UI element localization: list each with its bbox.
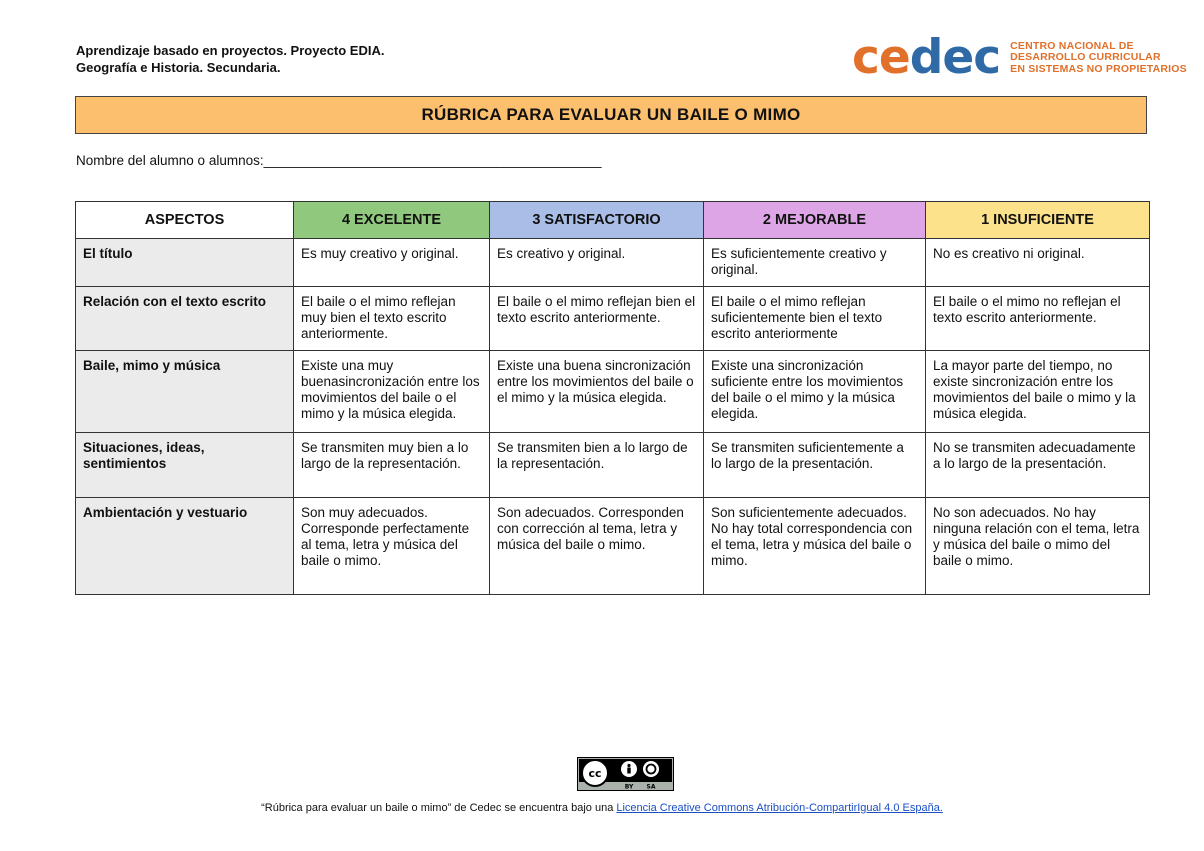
table-cell: Es suficientemente creativo y original.: [704, 239, 926, 287]
aspect-cell: El título: [76, 239, 294, 287]
table-cell: No son adecuados. No hay ninguna relación con el tema, letra y música del baile o mimo del baile o mimo.: [926, 498, 1150, 595]
header-mejorable: 2 MEJORABLE: [704, 202, 926, 239]
table-cell: El baile o el mimo reflejan muy bien el texto escrito anteriormente.: [294, 287, 490, 351]
table-cell: Existe una buena sincronización entre los movimientos del baile o el mimo y la música elegida.: [490, 351, 704, 433]
table-header-row: [76, 202, 1150, 239]
aspect-cell: Ambientación y vestuario: [76, 498, 294, 595]
sa-icon: [643, 761, 659, 777]
aspect-cell: Situaciones, ideas, sentimientos: [76, 433, 294, 498]
cedec-logo-text: CENTRO NACIONAL DE DESARROLLO CURRICULAR EN SISTEMAS NO PROPIETARIOS: [1010, 39, 1187, 75]
table-cell: Se transmiten bien a lo largo de la representación.: [490, 433, 704, 498]
header-excelente: 4 EXCELENTE: [294, 202, 490, 239]
student-name-field: Nombre del alumno o alumnos:_____________________________________________: [76, 153, 602, 168]
document-header: [76, 42, 384, 76]
license-text: “Rúbrica para evaluar un baile o mimo” de Cedec se encuentra bajo una: [261, 802, 617, 814]
license-footer: [0, 802, 1204, 814]
table-cell: No es creativo ni original.: [926, 239, 1150, 287]
table-cell: El baile o el mimo no reflejan el texto escrito anteriormente.: [926, 287, 1150, 351]
table-cell: Se transmiten suficientemente a lo largo de la presentación.: [704, 433, 926, 498]
svg-text:SA: SA: [646, 783, 656, 791]
table-cell: Son suficientemente adecuados. No hay total correspondencia con el tema, letra y música del baile o mimo.: [704, 498, 926, 595]
table-cell: Es creativo y original.: [490, 239, 704, 287]
header-line-1: Aprendizaje basado en proyectos. Proyecto EDIA.: [76, 43, 385, 58]
table-cell: Existe una muy buenasincronización entre los movimientos del baile o el mimo y la música elegida.: [294, 351, 490, 433]
rubric-table: [75, 201, 1150, 595]
table-cell: Es muy creativo y original.: [294, 239, 490, 287]
rubric-title: RÚBRICA PARA EVALUAR UN BAILE O MIMO: [75, 96, 1147, 134]
aspect-cell: Relación con el texto escrito: [76, 287, 294, 351]
header-insuficiente: 1 INSUFICIENTE: [926, 202, 1150, 239]
header-aspectos: ASPECTOS: [76, 202, 294, 239]
creative-commons-badge[interactable]: [577, 757, 674, 791]
svg-text:BY: BY: [624, 783, 634, 791]
aspect-cell: Baile, mimo y música: [76, 351, 294, 433]
cedec-logo: [852, 30, 1187, 85]
table-row: [76, 351, 1150, 433]
table-row: [76, 287, 1150, 351]
table-cell: El baile o el mimo reflejan suficientemente bien el texto escrito anteriormente: [704, 287, 926, 351]
table-cell: No se transmiten adecuadamente a lo largo de la presentación.: [926, 433, 1150, 498]
table-cell: La mayor parte del tiempo, no existe sincronización entre los movimientos del baile o mimo y la música elegida.: [926, 351, 1150, 433]
table-row: [76, 433, 1150, 498]
table-row: [76, 239, 1150, 287]
header-satisfactorio: 3 SATISFACTORIO: [490, 202, 704, 239]
table-cell: Son muy adecuados. Corresponde perfectamente al tema, letra y música del baile o mimo.: [294, 498, 490, 595]
table-cell: El baile o el mimo reflejan bien el texto escrito anteriormente.: [490, 287, 704, 351]
license-link[interactable]: Licencia Creative Commons Atribución-CompartirIgual 4.0 España.: [616, 802, 943, 814]
header-line-2: Geografía e Historia. Secundaria.: [76, 60, 281, 75]
svg-text:cc: cc: [588, 767, 602, 780]
table-cell: Se transmiten muy bien a lo largo de la representación.: [294, 433, 490, 498]
cedec-logo-word: cedec: [852, 30, 1001, 85]
table-cell: Existe una sincronización suficiente entre los movimientos del baile o el mimo y la música elegida.: [704, 351, 926, 433]
table-cell: Son adecuados. Corresponden con corrección al tema, letra y música del baile o mimo.: [490, 498, 704, 595]
table-row: [76, 498, 1150, 595]
